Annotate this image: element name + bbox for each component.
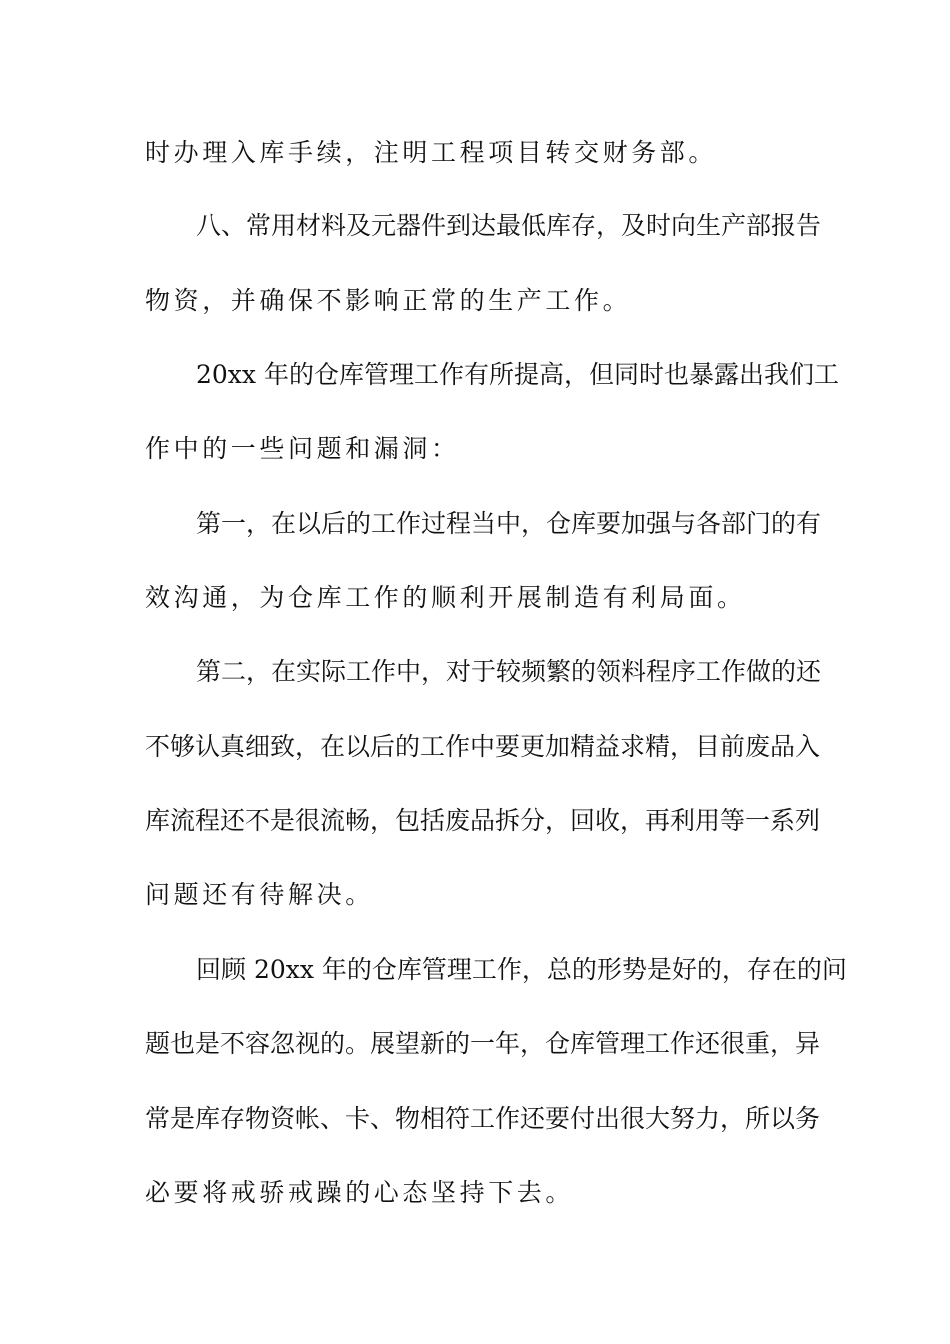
text-line: 库流程还不是很流畅，包括废品拆分，回收，再利用等一系列: [145, 806, 821, 835]
text-line: 作中的一些问题和漏洞：: [145, 434, 460, 463]
text-line: 必要将戒骄戒躁的心态坚持下去。: [145, 1178, 575, 1207]
text-line: 第一，在以后的工作过程当中，仓库要加强与各部门的有: [196, 509, 822, 538]
text-line: 回顾 20xx 年的仓库管理工作，总的形势是好的，存在的问: [196, 955, 847, 984]
text-line: 20xx 年的仓库管理工作有所提高，但同时也暴露出我们工: [196, 360, 839, 389]
text-line: 八、常用材料及元器件到达最低库存，及时向生产部报告: [196, 211, 822, 240]
text-line: 物资，并确保不影响正常的生产工作。: [145, 286, 632, 315]
text-line: 时办理入库手续，注明工程项目转交财务部。: [145, 138, 718, 167]
text-line: 效沟通，为仓库工作的顺利开展制造有利局面。: [145, 583, 746, 612]
text-line: 问题还有待解决。: [145, 880, 374, 909]
text-line: 题也是不容忽视的。展望新的一年，仓库管理工作还很重，异: [145, 1029, 821, 1058]
text-line: 常是库存物资帐、卡、物相符工作还要付出很大努力，所以务: [145, 1104, 821, 1133]
text-line: 不够认真细致，在以后的工作中要更加精益求精，目前废品入: [145, 732, 821, 761]
text-line: 第二，在实际工作中，对于较频繁的领料程序工作做的还: [196, 657, 822, 686]
